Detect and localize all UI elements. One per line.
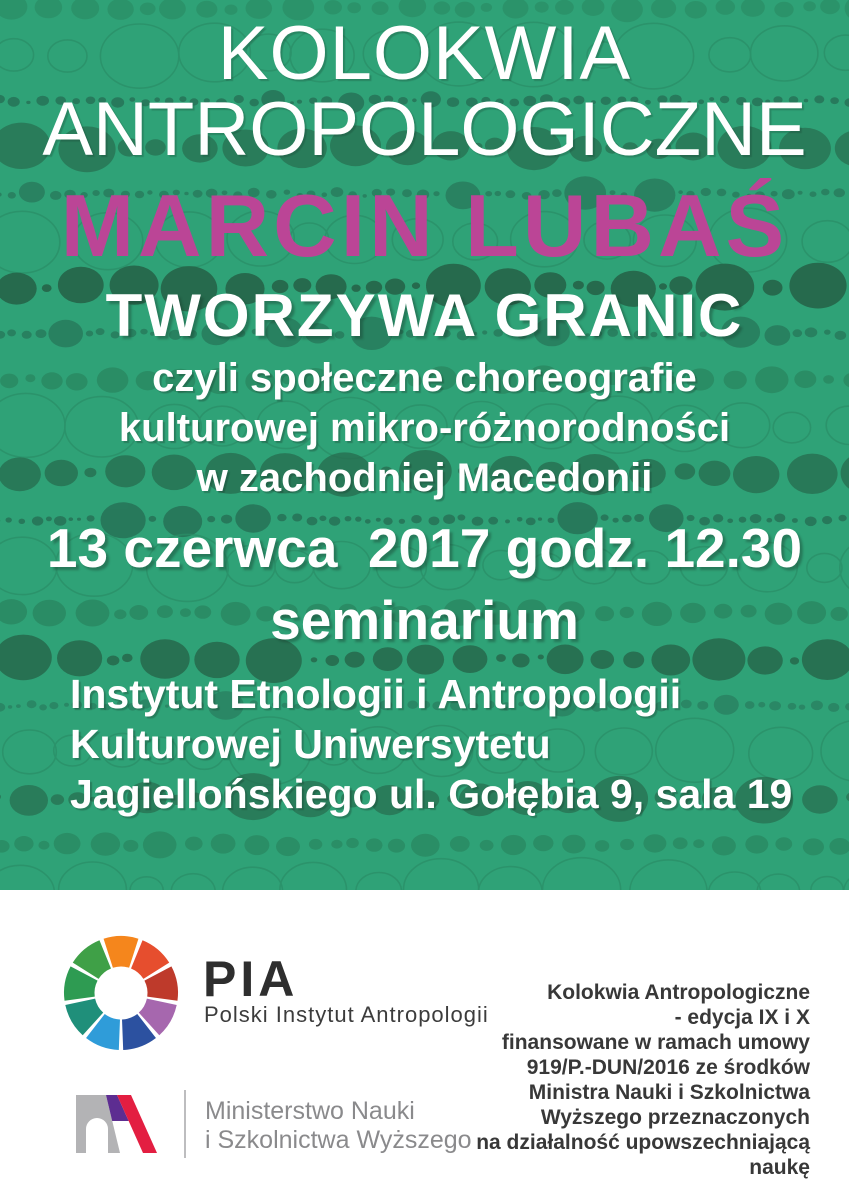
ministry-name-line1: Ministerstwo Nauki xyxy=(205,1097,415,1125)
funding-note-line: Ministra Nauki i Szkolnictwa xyxy=(528,1081,810,1104)
venue-line3: Jagiellońskiego ul. Gołębia 9, sala 19 xyxy=(70,771,793,817)
series-title-line1: KOLOKWIA xyxy=(217,11,632,96)
funding-note xyxy=(390,980,810,1180)
event-type: seminarium xyxy=(270,589,579,651)
venue-line2: Kulturowej Uniwersytetu xyxy=(70,721,551,767)
funding-note-line: Kolokwia Antropologiczne xyxy=(547,981,810,1004)
pia-color-ring-icon xyxy=(62,934,180,1052)
funding-note-line: - edycja IX i X xyxy=(674,1006,810,1029)
poster-footer-section xyxy=(0,890,849,1200)
funding-note-line: naukę xyxy=(749,1156,810,1179)
series-title-line2: ANTROPOLOGICZNE xyxy=(42,87,807,172)
venue-line1: Instytut Etnologii i Antropologii xyxy=(70,671,682,717)
speaker-name: MARCIN LUBAŚ xyxy=(60,176,789,275)
funding-note-line: Wyższego przeznaczonych xyxy=(540,1106,810,1129)
event-datetime: 13 czerwca 2017 godz. 12.30 xyxy=(46,517,803,579)
talk-subtitle-line1: czyli społeczne choreografie xyxy=(152,356,697,400)
ministry-name-line2: i Szkolnictwa Wyższego xyxy=(205,1126,472,1154)
mnisw-logo-icon xyxy=(76,1095,172,1155)
pia-full-name: Polski Instytut Antropologii xyxy=(204,1002,489,1027)
logo-divider xyxy=(184,1090,186,1158)
talk-subtitle-line2: kulturowej mikro-różnorodności xyxy=(118,406,731,450)
talk-subtitle-line3: w zachodniej Macedonii xyxy=(196,456,653,500)
talk-title: TWORZYWA GRANIC xyxy=(105,282,744,349)
pia-acronym: PIA xyxy=(203,951,299,1007)
funding-note-line: na działalność upowszechniającą xyxy=(476,1131,810,1154)
funding-note-line: finansowane w ramach umowy xyxy=(501,1031,810,1054)
funding-note-line: 919/P.-DUN/2016 ze środków xyxy=(526,1056,810,1079)
